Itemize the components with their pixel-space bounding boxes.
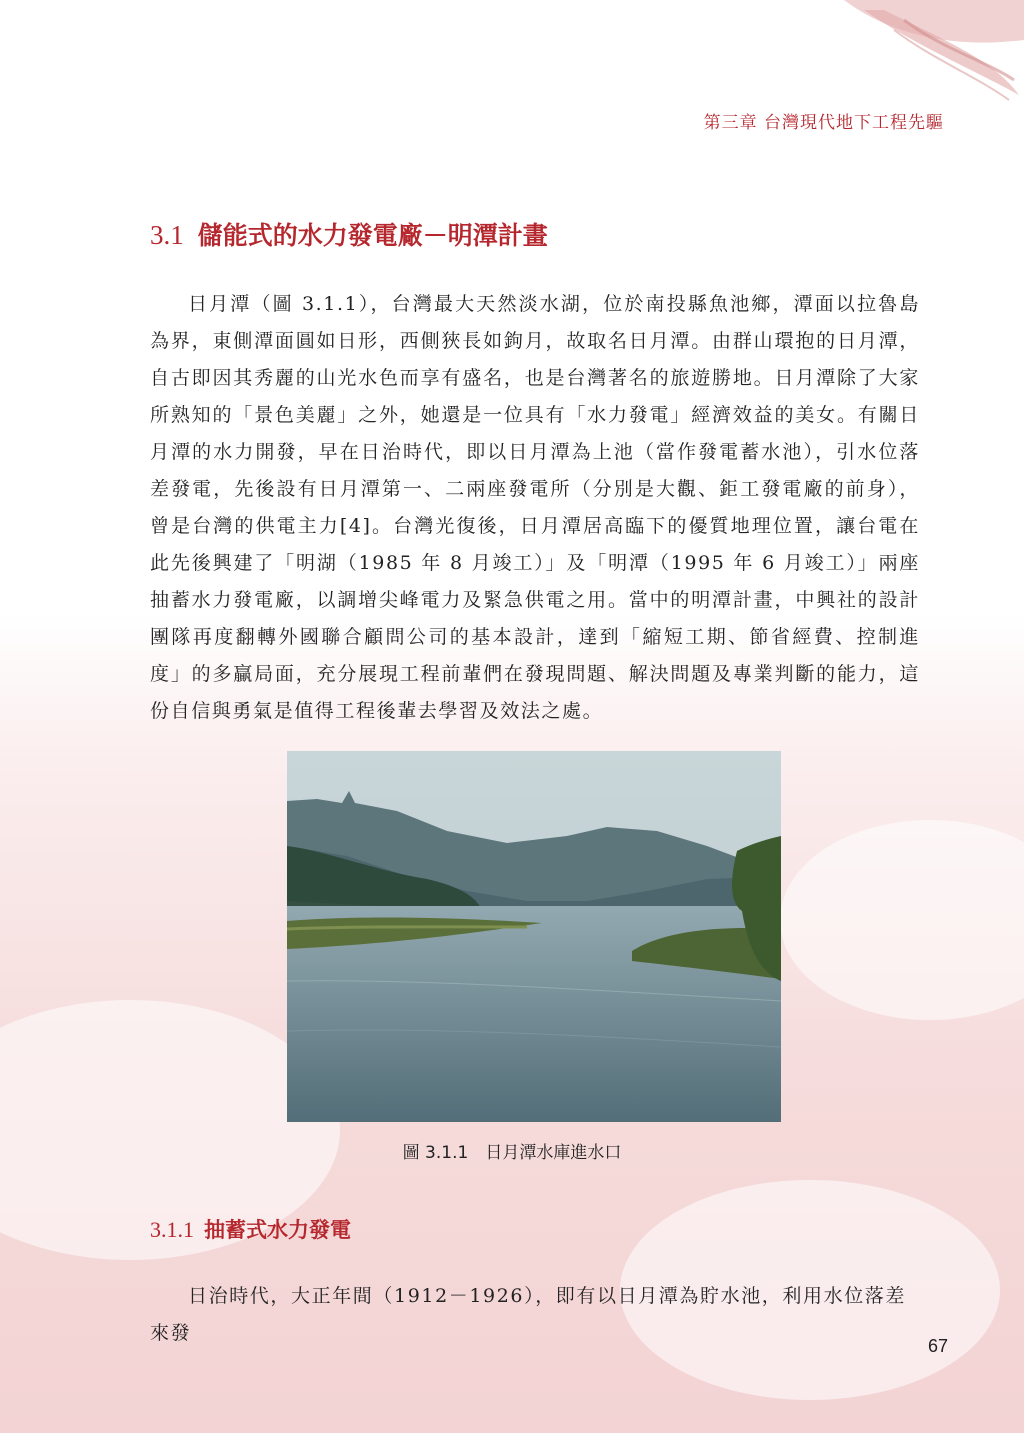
figure-caption: 圖 3.1.1 日月潭水庫進水口 <box>402 1143 622 1163</box>
subsection-heading <box>150 1214 351 1244</box>
section-number: 3.1 <box>150 220 184 250</box>
subsection-title: 抽蓄式水力發電 <box>204 1218 351 1242</box>
body-paragraph-2: 日治時代，大正年間（1912－1926），即有以日月潭為貯水池，利用水位落差來發 <box>150 1285 907 1344</box>
corner-decoration <box>824 0 1024 110</box>
lake-photo <box>287 751 781 1122</box>
body-paragraph: 日月潭（圖 3.1.1），台灣最大天然淡水湖，位於南投縣魚池鄉，潭面以拉魯島為界，東側潭面圓如日形，西側狹長如鉤月，故取名日月潭。由群山環抱的日月潭，自古即因其秀麗的山光水色而享有盛名，也是台灣著名的旅遊勝地。日月潭除了大家所熟知的「景色美麗」之外，她還是一位具有「水力發電」經濟效益的美女。有關日月潭的水力開發，早在日治時代，即以日月潭為上池（當作發電蓄水池），引水位落差發電，先後設有日月潭第一、二兩座發電所（分別是大觀、鉅工發電廠的前身），曾是台灣的供電主力[4]。台灣光復後，日月潭居高臨下的優質地理位置，讓台電在此先後興建了「明湖（1985 年 8 月竣工）」及「明潭（1995 年 6 月竣工）」兩座抽蓄水力發電廠，以調增尖峰電力及緊急供電之用。當中的明潭計畫，中興社的設計團隊再度翻轉外國聯合顧問公司的基本設計，達到「縮短工期、節省經費、控制進度」的多贏局面，充分展現工程前輩們在發現問題、解決問題及專業判斷的能力，這份自信與勇氣是值得工程後輩去學習及效法之處。 <box>150 293 920 722</box>
section-title: 儲能式的水力發電廠－明潭計畫 <box>197 221 548 250</box>
chapter-header: 第三章 台灣現代地下工程先驅 <box>703 113 944 133</box>
section-heading <box>150 216 548 252</box>
lake-photo-illustration <box>287 751 781 1122</box>
subsection-number: 3.1.1 <box>150 1217 194 1242</box>
page-number: 67 <box>927 1336 948 1356</box>
